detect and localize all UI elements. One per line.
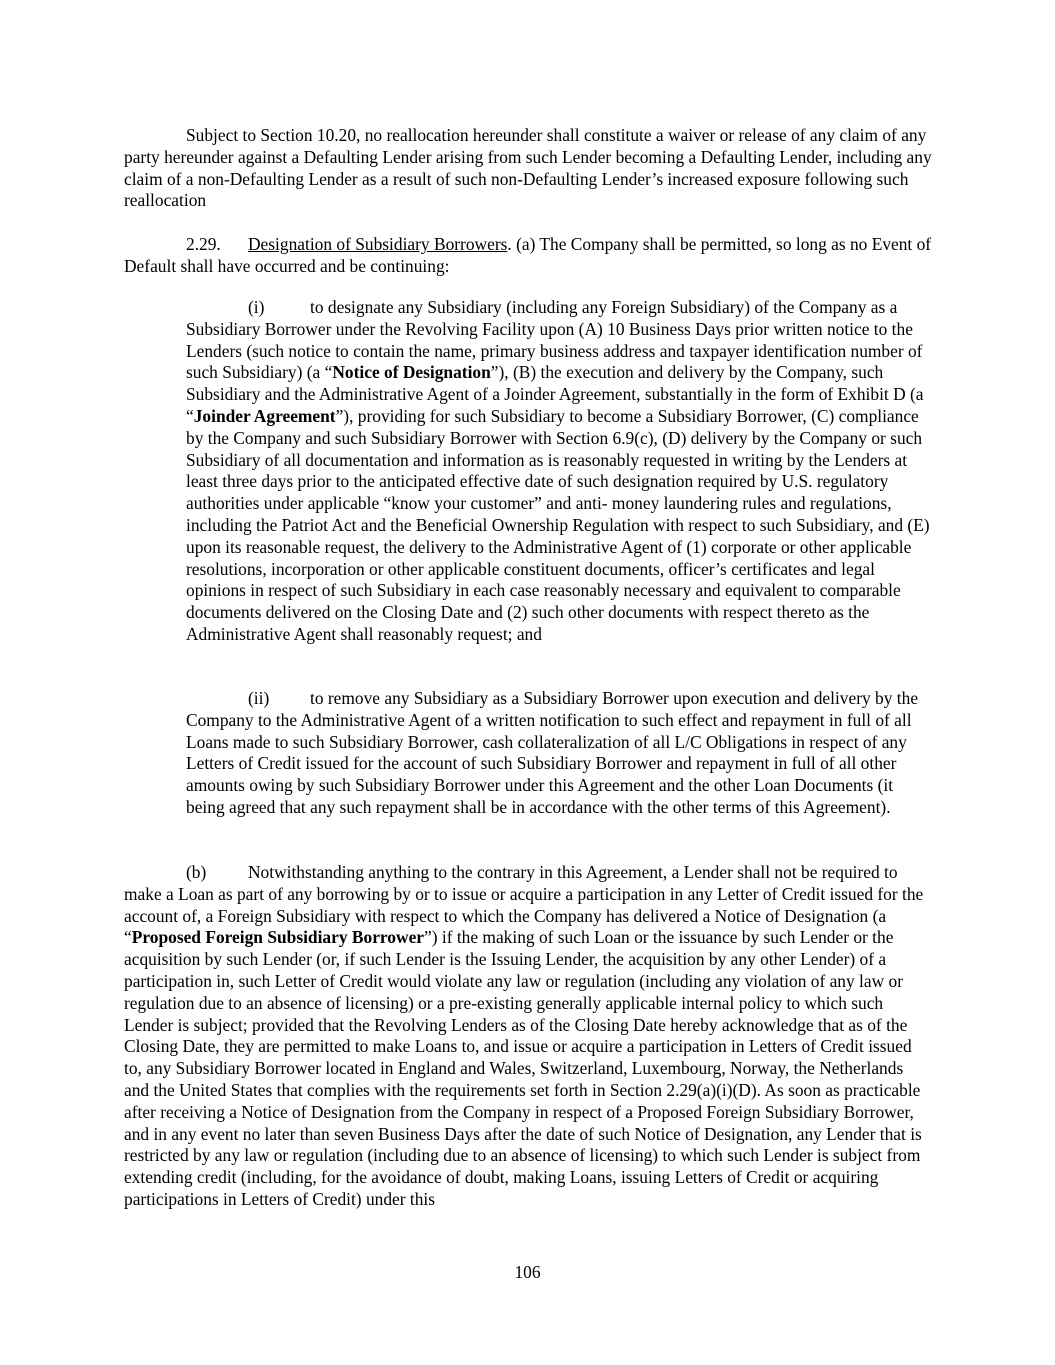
clause-i-text-1: to designate any Subsidiary (including any Foreign Subsidiary) of the Company as a Subsidiary Borrower under the Revolving Facility upon (A) 10 Business Days prior written notice to the Lenders (such notice to contain the name, primary business address and taxpayer identification number of such Subsidiary) (a “ — [186, 297, 923, 383]
defined-term-joinder-agreement: Joinder Agreement — [193, 405, 336, 426]
clause-b-label: (b) — [186, 862, 207, 882]
clause-b-text-2: ”) if the making of such Loan or the issuance by such Lender or the acquisition by such Lender (or, if such Lender is the Issuing Lender, the acquisition by any other Lender) of a participation in, such Letter of Credit would violate any law or regulation (including any violation of any law or regulation due to an absence of licensing) or a pre-existing generally applicable internal policy to which such Lender is subject; provided that the Revolving Lenders as of the Closing Date hereby acknowledge that as of the Closing Date, they are permitted to make Loans to, and issue or acquire a participation in Letters of Credit issued to, any Subsidiary Borrower located in England and Wales, Switzerland, Luxembourg, Norway, the Netherlands and the United States that complies with the requirements set forth in Section 2.29(a)(i)(D). As soon as practicable after receiving a Notice of Designation from the Company in respect of a Proposed Foreign Subsidiary Borrower, and in any event no later than seven Business Days after the date of such Notice of Designation, any Lender that is restricted by any law or regulation (including due to an absence of licensing) to which such Lender is subject from extending credit (including, for the avoidance of doubt, making Loans, issuing Letters of Credit or acquiring participations in Letters of Credit) under this — [124, 927, 922, 1209]
section-title: Designation of Subsidiary Borrowers — [248, 234, 508, 254]
paragraph-reallocation-text: Subject to Section 10.20, no reallocation hereunder shall constitute a waiver or release of any claim of any party hereunder against a Defaulting Lender arising from such Lender becoming a Defaulting Lender, including any claim of a non-Defaulting Lender as a result of such non-Defaulting Lender’s increased exposure following such reallocation — [124, 125, 932, 211]
page-number: 106 — [514, 1262, 541, 1282]
clause-ii — [186, 688, 932, 819]
clause-i-text-3: ”), providing for such Subsidiary to become a Subsidiary Borrower, (C) compliance by the Company and such Subsidiary Borrower with Section 6.9(c), (D) delivery by the Company or such Subsidiary of all documentation and information as is reasonably requested in writing by the Lenders at least three days prior to the anticipated effective date of such designation required by U.S. regulatory authorities under applicable “know your customer” and anti- money laundering rules and regulations, including the Patriot Act and the Beneficial Ownership Regulation with respect to such Subsidiary, and (E) upon its reasonable request, the delivery to the Administrative Agent of (1) corporate or other applicable resolutions, incorporation or other applicable constituent documents, officer’s certificates and legal opinions in respect of such Subsidiary in each case reasonably necessary and equivalent to comparable documents delivered on the Closing Date and (2) such other documents with respect thereto as the Administrative Agent shall reasonably request; and — [186, 405, 930, 644]
clause-ii-text: to remove any Subsidiary as a Subsidiary Borrower upon execution and delivery by the Company to the Administrative Agent of a written notification to such effect and repayment in full of all Loans made to such Subsidiary Borrower, cash collateralization of all L/C Obligations in respect of any Letters of Credit issued for the account of such Subsidiary Borrower and repayment in full of all other amounts owing by such Subsidiary Borrower under this Agreement and the other Loan Documents (it being agreed that any such repayment shall be in accordance with the other terms of this Agreement). — [186, 688, 919, 817]
clause-i-text-2: ”), (B) the execution and delivery by the Company, such Subsidiary and the Administrative Agent of a Joinder Agreement, substantially in the form of Exhibit D (a “ — [186, 362, 924, 426]
paragraph-reallocation — [124, 125, 932, 212]
clause-b-text-1: Notwithstanding anything to the contrary in this Agreement, a Lender shall not be required to make a Loan as part of any borrowing by or to issue or acquire a participation in any Letter of Credit issued for the account of, a Foreign Subsidiary with respect to which the Company has delivered a Notice of Designation (a “ — [124, 862, 924, 948]
clause-ii-label: (ii) — [248, 688, 270, 708]
section-2-29-heading — [124, 234, 932, 278]
defined-term-notice-of-designation: Notice of Designation — [332, 362, 491, 383]
clause-b — [124, 862, 932, 1211]
clause-i — [186, 297, 932, 646]
defined-term-proposed-foreign-subsidiary-borrower: Proposed Foreign Subsidiary Borrower — [131, 927, 425, 948]
section-intro: . (a) The Company shall be permitted, so long as no Event of Default shall have occurred and be continuing: — [124, 234, 932, 276]
clause-i-label: (i) — [248, 297, 265, 317]
section-number: 2.29. — [186, 234, 221, 254]
